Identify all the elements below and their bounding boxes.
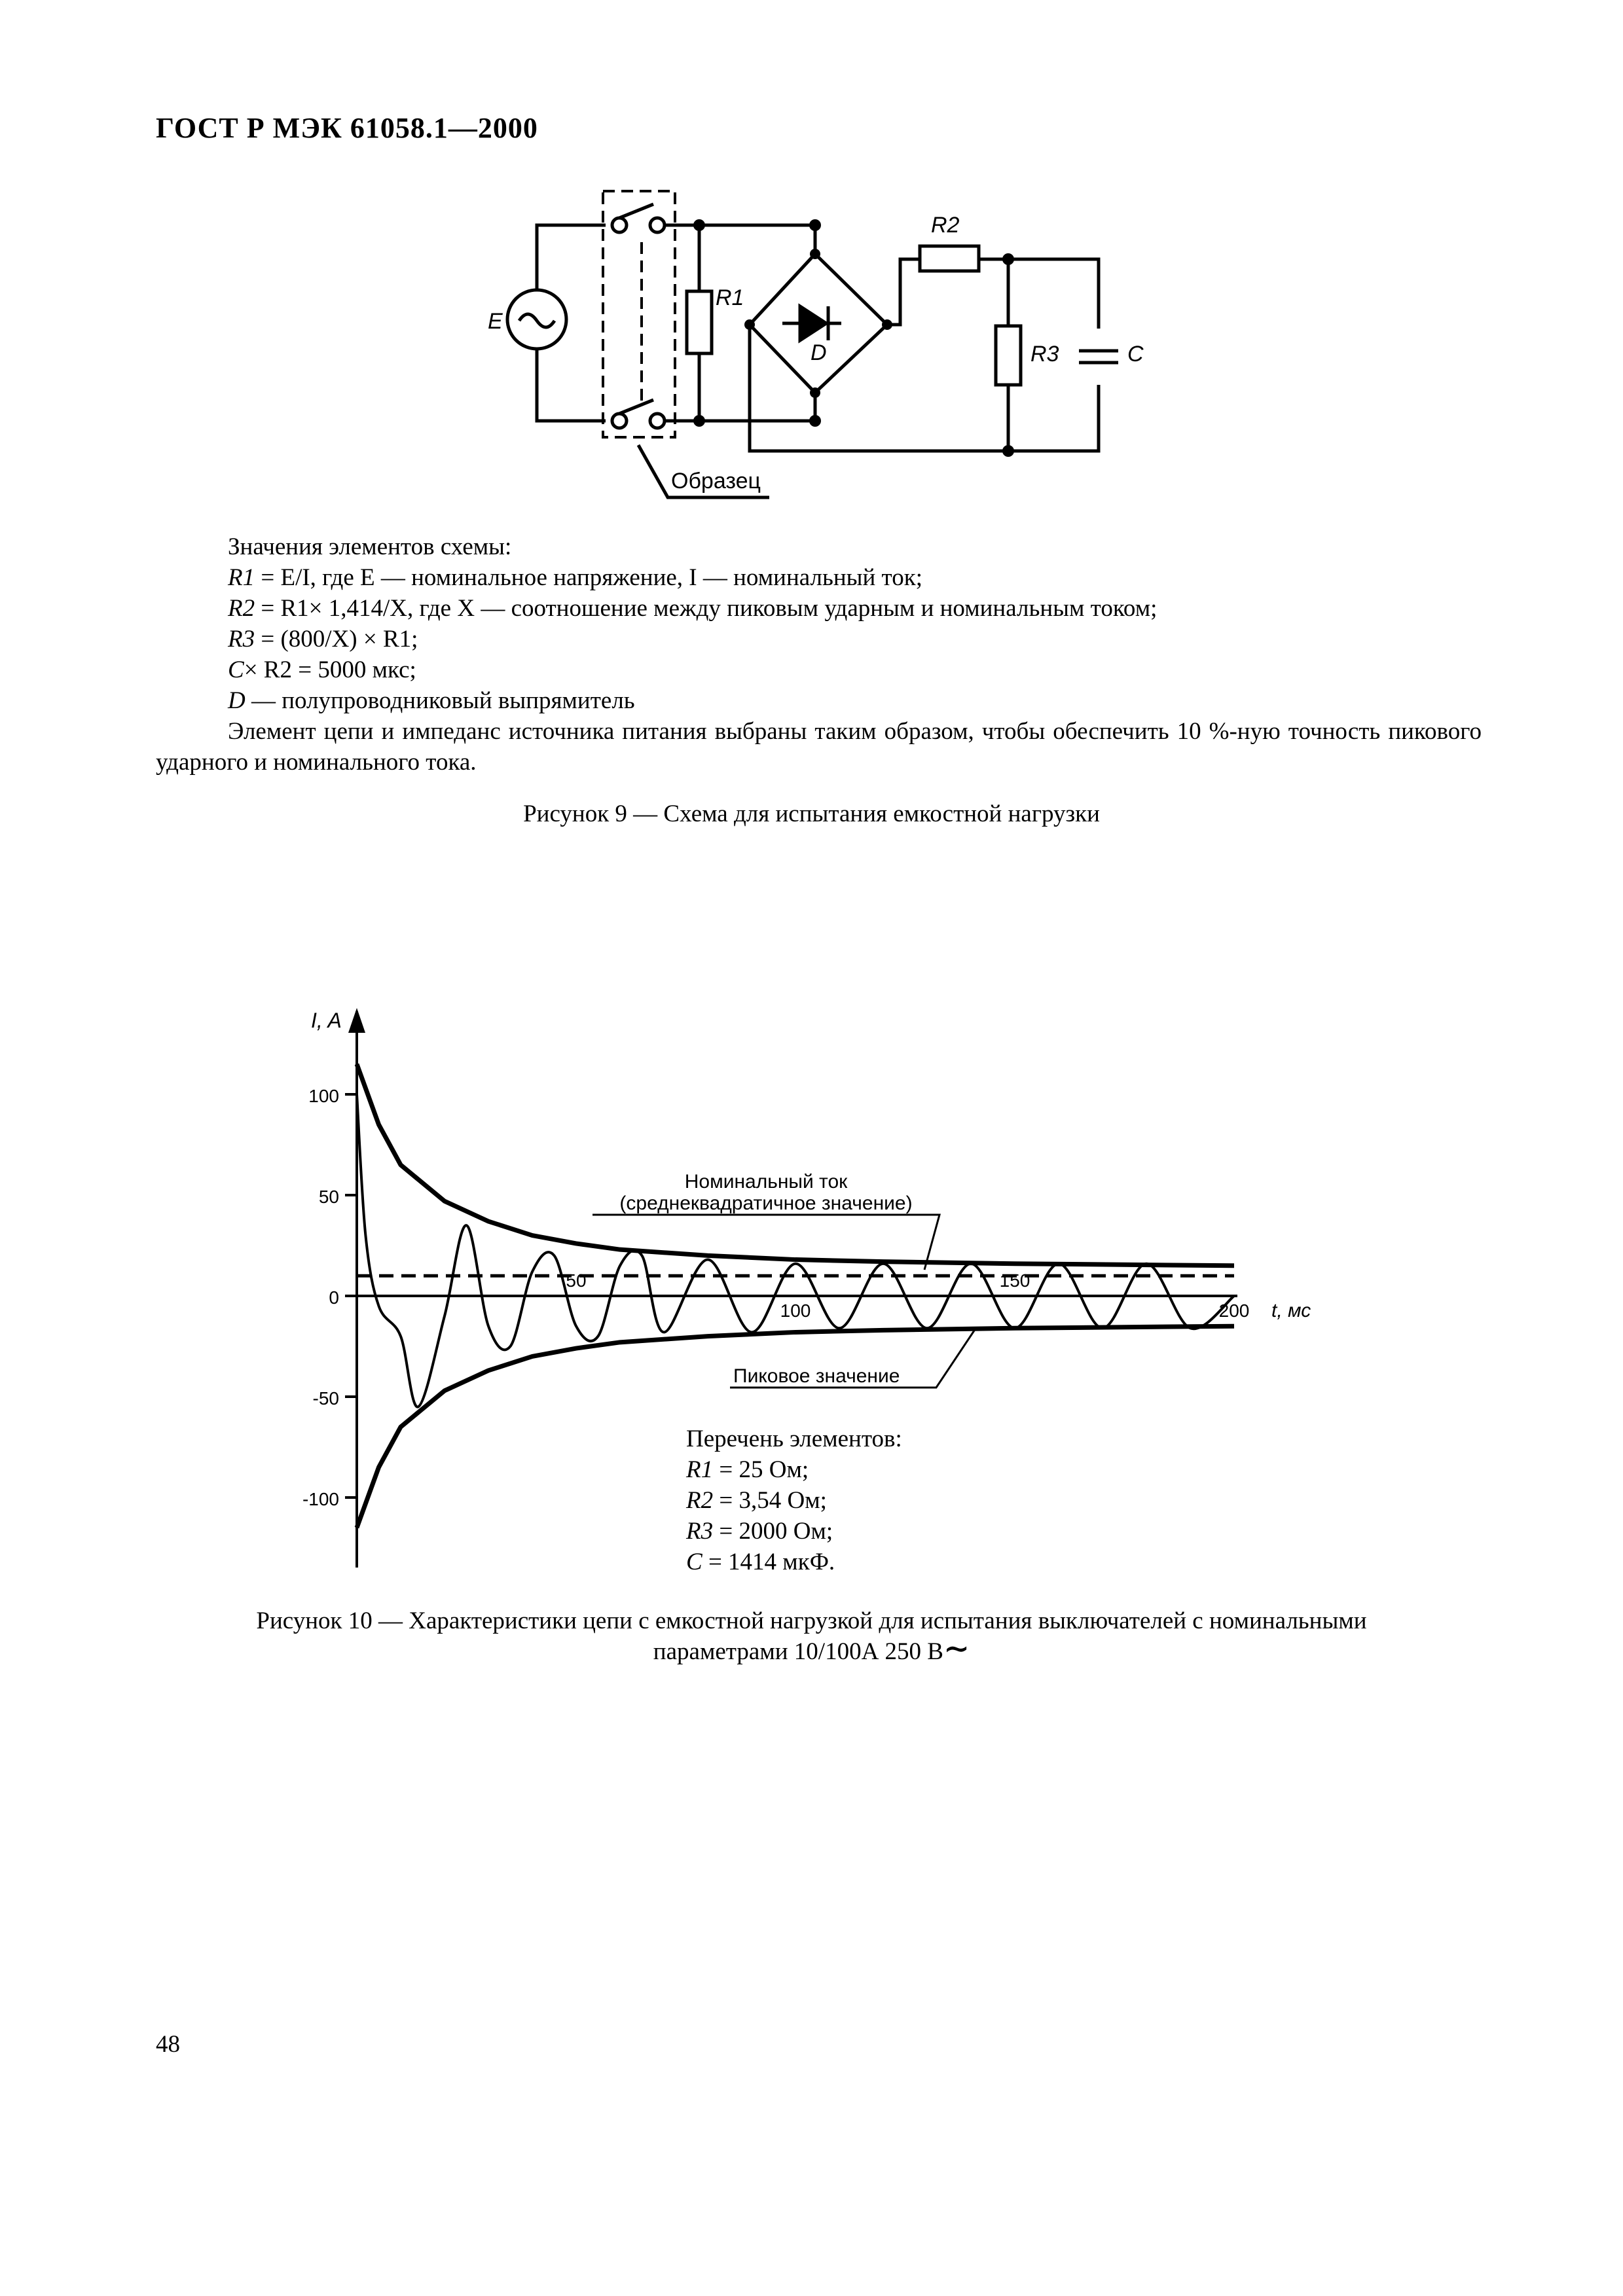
x-axis-label: t, мс (1271, 1300, 1311, 1321)
element-line: C = 1414 мкФ. (686, 1549, 835, 1575)
x-tick-label: 50 (566, 1270, 587, 1291)
values-heading: Значения элементов схемы: (228, 533, 512, 560)
label-r2: R2 (931, 213, 960, 238)
label-r3: R3 (1030, 342, 1059, 367)
y-tick-label: 50 (318, 1187, 339, 1207)
element-line: R3 = 2000 Ом; (686, 1518, 833, 1545)
elements-heading: Перечень элементов: (686, 1426, 902, 1452)
page-header: ГОСТ Р МЭК 61058.1—2000 (156, 112, 538, 144)
y-tick-label: 0 (329, 1287, 339, 1308)
value-line: R1 = E/I, где E — номинальное напряжение, I — номинальный ток; (228, 564, 922, 591)
value-line: R3 = (800/X) × R1; (228, 626, 418, 653)
note-paragraph: Элемент цепи и импеданс источника питания выбраны таким образом, чтобы обеспечить 10 %-ную точность пикового ударного и номинального тока. (156, 718, 1482, 776)
x-tick-label: 150 (999, 1270, 1030, 1291)
label-e: E (488, 309, 503, 334)
y-tick-label: -50 (312, 1388, 339, 1408)
annotation-peak: Пиковое значение (733, 1365, 900, 1387)
figure10-caption-line1: Рисунок 10 — Характеристики цепи с емкостной нагрузкой для испытания выключателей с номинальными (256, 1607, 1367, 1634)
label-sample: Образец (671, 469, 761, 493)
label-r1: R1 (716, 285, 744, 310)
annotation-rated-current: Номинальный ток (684, 1171, 848, 1193)
page-number: 48 (156, 2031, 180, 2058)
label-d: D (811, 340, 827, 365)
current-waveform (357, 1094, 1234, 1407)
y-axis-label: I, A (311, 1009, 342, 1032)
annotation-rms: (среднеквадратичное значение) (619, 1193, 913, 1214)
value-line: R2 = R1× 1,414/X, где X — соотношение между пиковым ударным и номинальным током; (228, 595, 1158, 622)
figure10-caption-line2: параметрами 10/100А 250 В∼ (653, 1632, 970, 1666)
x-tick-label: 100 (780, 1300, 811, 1321)
label-c: C (1127, 342, 1144, 367)
element-line: R1 = 25 Ом; (686, 1456, 809, 1483)
ac-symbol: ∼ (943, 1632, 970, 1666)
y-tick-label: 100 (308, 1086, 339, 1106)
figure9-caption: Рисунок 9 — Схема для испытания емкостной нагрузки (523, 800, 1100, 827)
element-line: R2 = 3,54 Ом; (686, 1487, 827, 1514)
y-tick-label: -100 (302, 1489, 339, 1509)
envelope-upper-line (357, 1064, 1234, 1266)
value-line: D — полупроводниковый выпрямитель (228, 687, 635, 714)
value-line: C× R2 = 5000 мкс; (228, 656, 416, 683)
x-tick-label: 200 (1218, 1300, 1250, 1321)
